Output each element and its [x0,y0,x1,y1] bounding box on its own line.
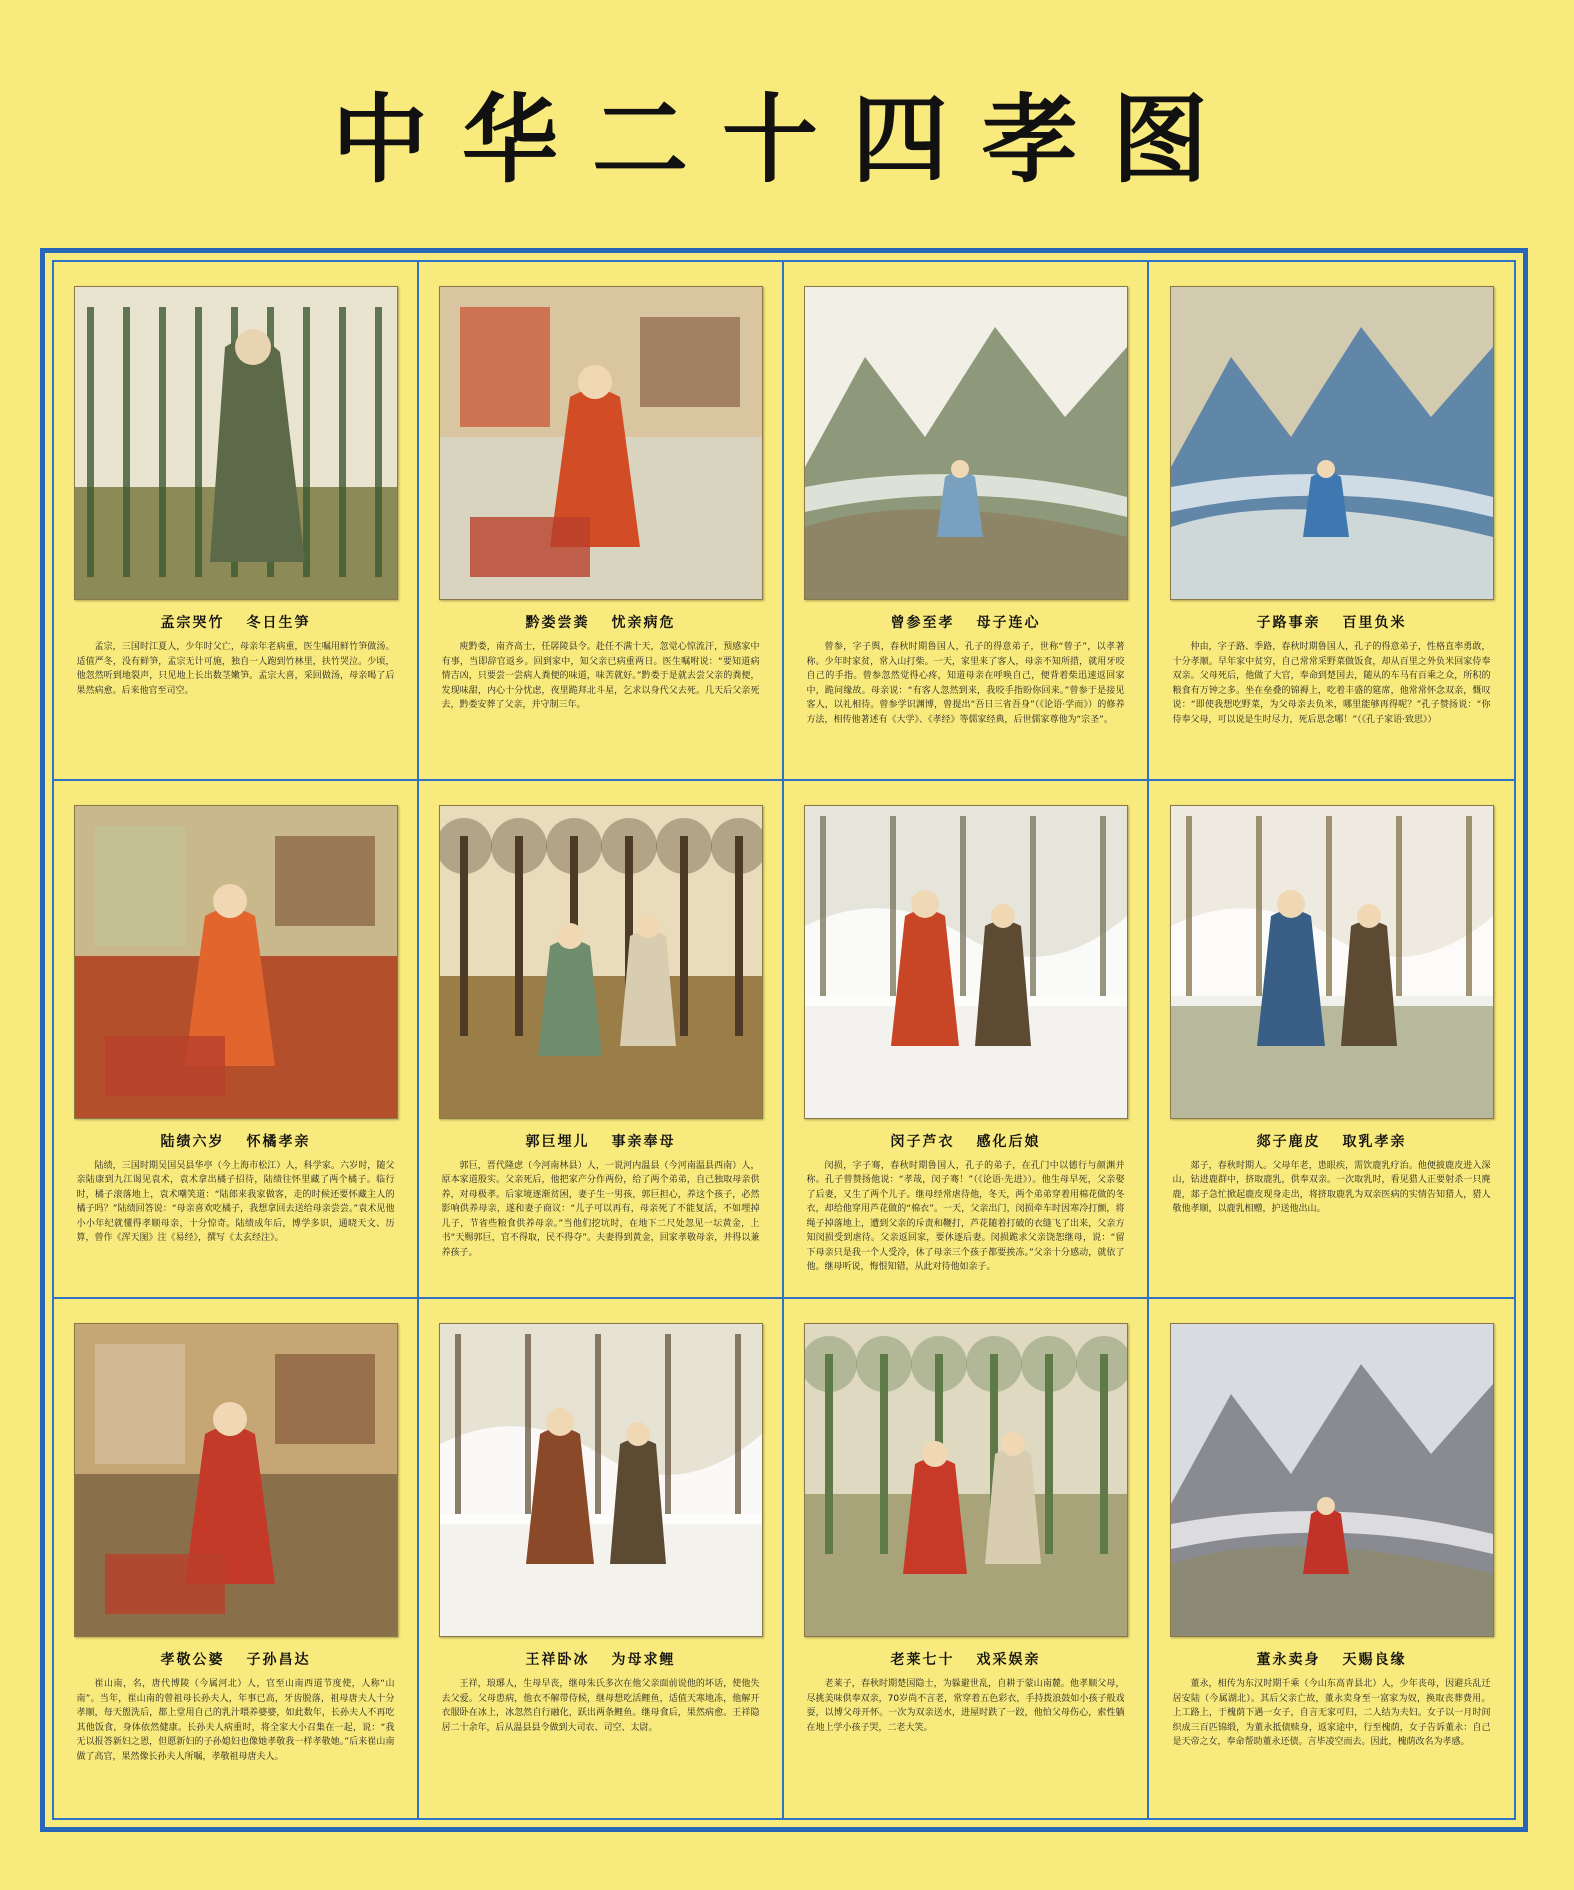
illustration-art [1171,806,1493,1118]
story-caption [1257,1131,1407,1151]
story-caption [891,1131,1041,1151]
caption-part-2: 百里负米 [1342,615,1407,631]
illustration-art [1171,1324,1493,1636]
story-text: 董永，相传为东汉时期千乘（今山东高青县北）人，少年丧母，因避兵乱迁居安陆（今属湖北）。其后父亲亡故，董永卖身至一富家为奴，换取丧葬费用。上工路上，于槐荫下遇一女子，自言无家可归，二人结为夫妇。女子以一月时间织成三百匹锦缎，为董永抵债赎身，返家途中，行至槐荫，女子告诉董永：自己是天帝之女，奉命帮助董永还债。言毕凌空而去。因此，槐荫改名为孝感。 [1172,1679,1491,1748]
story-illustration [439,1323,763,1637]
story-panel [784,1299,1149,1818]
story-caption [526,1649,676,1669]
story-text: 闵损，字子骞，春秋时期鲁国人，孔子的弟子，在孔门中以德行与颜渊并称。孔子曾赞扬他说：“孝哉，闵子骞！”（《论语·先进》）。他生母早死，父亲娶了后妻，又生了两个儿子。继母经常虐待他，冬天，两个弟弟穿着用棉花做的冬衣，却给他穿用芦花做的“棉衣”。一天，父亲出门，闵损牵车时因寒冷打颤，将绳子掉落地上，遭到父亲的斥责和鞭打，芦花随着打破的衣缝飞了出来，父亲方知闵损受到虐待。父亲返回家，要休逐后妻。闵损跪求父亲饶恕继母，说：“留下母亲只是我一个人受冷，休了母亲三个孩子都要挨冻。”父亲十分感动，就依了他。继母听说，悔恨知错，从此对待他如亲子。 [806,1160,1125,1273]
caption-part-1: 王祥卧冰 [525,1652,590,1669]
story-panel [1149,1299,1514,1818]
caption-part-2: 感化后娘 [976,1133,1041,1150]
illustration-art [440,806,762,1118]
story-text: 仲由，字子路、季路，春秋时期鲁国人，孔子的得意弟子，性格直率勇敢，十分孝顺。早年家中贫穷，自己常常采野菜做饭食，却从百里之外负米回家侍奉双亲。父母死后，他做了大官，奉命到楚国去，随从的车马有百乘之众，所积的粮食有万钟之多。坐在垒叠的锦褥上，吃着丰盛的筵席，他常常怀念双亲，慨叹说：“即使我想吃野菜，为父母亲去负米，哪里能够再得呢？”孔子赞扬说：“你侍奉父母，可以说是生时尽力，死后思念哪！”（《孔子家语·致思》） [1172,642,1491,725]
story-caption [526,1131,676,1151]
story-panel [54,1299,419,1818]
caption-part-1: 曾参至孝 [890,615,955,631]
story-illustration [804,805,1128,1119]
illustration-art [805,1324,1127,1636]
story-caption [1257,612,1407,632]
illustration-art [75,287,397,599]
story-panel [784,781,1149,1300]
caption-part-1: 孟宗哭竹 [160,615,225,631]
caption-part-2: 取乳孝亲 [1342,1133,1407,1150]
story-text: 郯子，春秋时期人。父母年老，患眼疾，需饮鹿乳疗治。他便披鹿皮进入深山，钻进鹿群中，挤取鹿乳，供奉双亲。一次取乳时，看见猎人正要射杀一只麂鹿，郯子急忙掀起鹿皮现身走出，将挤取鹿乳为双亲医病的实情告知猎人，猎人敬他孝顺，以鹿乳相赠，护送他出山。 [1172,1160,1491,1215]
story-caption [1257,1649,1407,1669]
story-text: 孟宗，三国时江夏人，少年时父亡，母亲年老病重，医生嘱用鲜竹笋做汤。适值严冬，没有鲜笋，孟宗无计可施，独自一人跑到竹林里，扶竹哭泣。少顷，他忽然听到地裂声，只见地上长出数茎嫩笋。孟宗大喜，采回做汤，母亲喝了后果然病愈。后来他官至司空。 [76,642,395,696]
story-caption [891,1649,1041,1669]
story-panel [54,262,419,781]
caption-part-1: 子路事亲 [1256,615,1321,631]
story-illustration [439,286,763,600]
story-illustration [804,286,1128,600]
caption-part-1: 陆绩六岁 [160,1133,225,1150]
caption-part-1: 郯子鹿皮 [1256,1133,1321,1150]
page-title: 中华二十四孝图 [332,84,1242,196]
caption-part-1: 郭巨埋儿 [525,1133,590,1150]
story-panel [784,262,1149,781]
caption-part-2: 忧亲病危 [611,615,676,631]
caption-part-1: 黔娄尝粪 [525,615,590,631]
caption-part-2: 怀橘孝亲 [246,1133,311,1150]
illustration-art [1171,287,1493,599]
panel-grid [54,262,1514,1818]
story-panel [419,262,784,781]
story-panel [1149,781,1514,1300]
story-caption [526,612,676,632]
caption-part-1: 董永卖身 [1256,1652,1321,1669]
story-text: 老莱子，春秋时期楚国隐士，为躲避世乱，自耕于蒙山南麓。他孝顺父母，尽挑美味供奉双亲，70岁尚不言老，常穿着五色彩衣，手持拨浪鼓如小孩子般戏耍，以博父母开怀。一次为双亲送水，进屋时跌了一跤，他怕父母伤心，索性躺在地上学小孩子哭，二老大笑。 [806,1679,1125,1733]
story-illustration [1170,805,1494,1119]
story-illustration [1170,1323,1494,1637]
caption-part-2: 戏采娱亲 [976,1652,1041,1669]
caption-part-1: 孝敬公婆 [160,1652,225,1669]
caption-part-2: 事亲奉母 [611,1133,676,1150]
story-illustration [74,805,398,1119]
story-text: 曾参，字子舆，春秋时期鲁国人，孔子的得意弟子，世称“曾子”，以孝著称。少年时家贫，常入山打柴。一天，家里来了客人，母亲不知所措，就用牙咬自己的手指。曾参忽然觉得心疼，知道母亲在呼唤自己，便背着柴迅速返回家中，跪问缘故。母亲说：“有客人忽然到来，我咬手指盼你回来。”曾参于是接见客人，以礼相待。曾参学识渊博，曾提出“吾日三省吾身”（《论语·学而》）的修养方法，相传他著述有《大学》、《孝经》等儒家经典，后世儒家尊他为“宗圣”。 [806,642,1125,725]
caption-part-2: 为母求鲤 [611,1652,676,1669]
story-illustration [1170,286,1494,600]
story-illustration [804,1323,1128,1637]
illustration-art [440,287,762,599]
story-illustration [439,805,763,1119]
story-illustration [74,1323,398,1637]
caption-part-2: 母子连心 [976,615,1041,631]
illustration-art [75,1324,397,1636]
story-caption [891,612,1041,632]
illustration-art [805,287,1127,599]
caption-part-2: 天赐良缘 [1342,1652,1407,1669]
illustration-art [440,1324,762,1636]
caption-part-2: 子孙昌达 [246,1652,311,1669]
story-text: 王祥，琅琊人，生母早丧，继母朱氏多次在他父亲面前说他的坏话，使他失去父爱。父母患病，他衣不解带侍候，继母想吃活鲤鱼，适值天寒地冻，他解开衣服卧在冰上，冰忽然自行融化，跃出两条鲤鱼。继母食后，果然病愈。王祥隐居二十余年，后从温县县令做到大司农、司空、太尉。 [441,1679,760,1733]
story-text: 庾黔娄，南齐高士，任孱陵县令。赴任不满十天，忽觉心惊流汗，预感家中有事，当即辞官返乡。回到家中，知父亲已病重两日。医生嘱咐说：“要知道病情吉凶，只要尝一尝病人粪便的味道，味苦就好。”黔娄于是就去尝父亲的粪便，发现味甜，内心十分忧虑，夜里跪拜北斗星，乞求以身代父去死。几天后父亲死去，黔娄安葬了父亲，并守制三年。 [441,642,760,710]
story-panel [419,781,784,1300]
story-text: 郭巨，晋代隆虑（今河南林县）人，一说河内温县（今河南温县西南）人，原本家道殷实。父亲死后，他把家产分作两份，给了两个弟弟，自己独取母亲供养，对母极孝。后家境逐渐贫困，妻子生一男孩，郭巨担心，养这个孩子，必然影响供养母亲，遂和妻子商议：“儿子可以再有，母亲死了不能复活，不如埋掉儿子，节省些粮食供养母亲。”当他们挖坑时，在地下二尺处忽见一坛黄金，上书“天赐郭巨，官不得取，民不得夺”。夫妻得到黄金，回家孝敬母亲，并得以兼养孩子。 [441,1160,760,1258]
story-illustration [74,286,398,600]
story-panel [1149,262,1514,781]
caption-part-1: 老莱七十 [890,1652,955,1669]
story-caption [161,612,311,632]
story-panel [54,781,419,1300]
story-caption [161,1649,311,1669]
story-panel [419,1299,784,1818]
story-text: 崔山南，名，唐代博陵（今属河北）人，官至山南西道节度使，人称“山南”。当年，崔山南的曾祖母长孙夫人，年事已高，牙齿脱落，祖母唐夫人十分孝顺，每天盥洗后，都上堂用自己的乳汁喂养婆婆，如此数年，长孙夫人不再吃其他饭食，身体依然健康。长孙夫人病重时，将全家大小召集在一起，说：“我无以报答新妇之恩，但愿新妇的子孙媳妇也像她孝敬我一样孝敬她。”后来崔山南做了高官，果然像长孙夫人所嘱，孝敬祖母唐夫人。 [76,1679,395,1762]
caption-part-1: 闵子芦衣 [890,1133,955,1150]
illustration-art [805,806,1127,1118]
story-caption [161,1131,311,1151]
illustration-art [75,806,397,1118]
story-text: 陆绩，三国时期吴国吴县华亭（今上海市松江）人，科学家。六岁时，随父亲陆康到九江谒见袁术，袁术拿出橘子招待，陆绩往怀里藏了两个橘子。临行时，橘子滚落地上，袁术嘲笑道：“陆郎来我家做客，走的时候还要怀藏主人的橘子吗？”陆绩回答说：“母亲喜欢吃橘子，我想拿回去送给母亲尝尝。”袁术见他小小年纪就懂得孝顺母亲，十分惊奇。陆绩成年后，博学多识，通晓天文、历算，曾作《浑天图》注《易经》，撰写《太玄经注》。 [76,1160,395,1244]
caption-part-2: 冬日生笋 [246,615,311,631]
